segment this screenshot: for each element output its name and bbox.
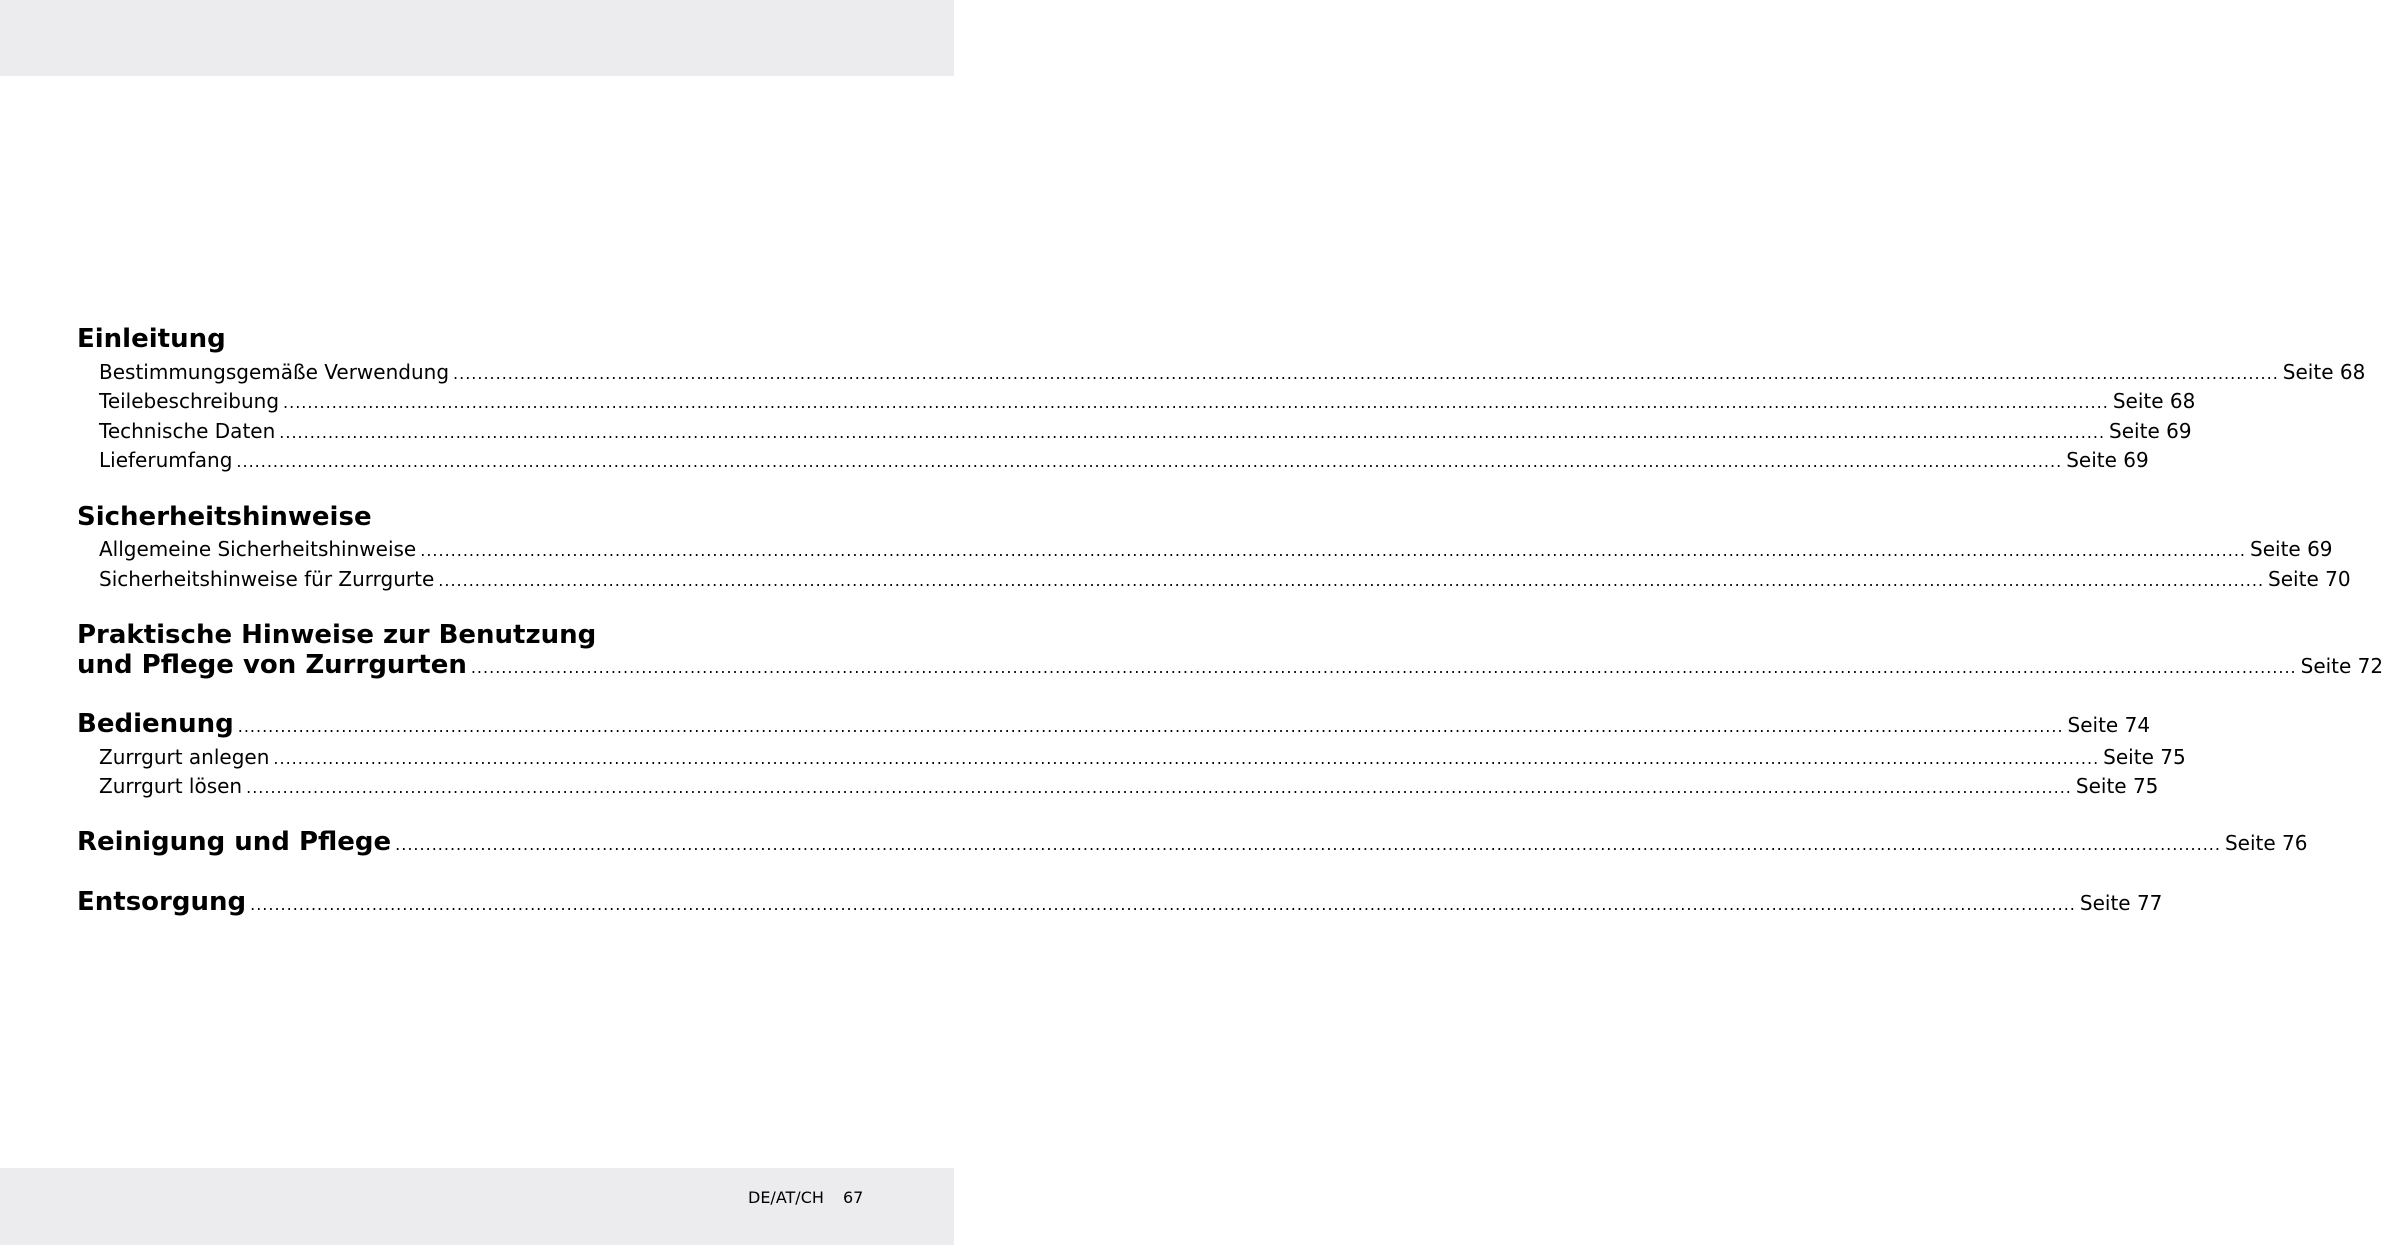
section-heading-einleitung: Einleitung <box>77 324 226 354</box>
dot-leader: ............................................................................................................................................................................................................................................................................................................ <box>279 423 2106 442</box>
toc-entry-page: Seite 75 <box>2075 774 2159 798</box>
toc-entry[interactable] <box>99 745 2186 769</box>
dot-leader: ............................................................................................................................................................................................................................................................................................................ <box>283 393 2109 412</box>
dot-leader: ............................................................................................................................................................................................................................................................................................................ <box>438 571 2265 590</box>
toc-entry[interactable] <box>99 360 2366 384</box>
toc-entry-label: Lieferumfang <box>99 448 233 472</box>
toc-entry[interactable] <box>99 774 2159 798</box>
toc-entry-label: Allgemeine Sicherheitshinweise <box>99 537 417 561</box>
section-heading-praktische-hinweise: Praktische Hinweise zur Benutzung <box>77 620 597 650</box>
toc-entry-label: Technische Daten <box>99 419 276 443</box>
toc-entry-entsorgung[interactable] <box>77 887 2163 917</box>
toc-entry[interactable] <box>99 419 2192 443</box>
toc-entry-label: Zurrgurt lösen <box>99 774 243 798</box>
toc-entry-praktische-hinweise[interactable] <box>77 650 2383 680</box>
section-heading-bedienung: Bedienung <box>77 709 234 739</box>
dot-leader: ............................................................................................................................................................................................................................................................................................................ <box>250 895 2076 914</box>
dot-leader: ............................................................................................................................................................................................................................................................................................................ <box>236 452 2063 471</box>
toc-entry-page: Seite 68 <box>2282 360 2366 384</box>
section-heading-entsorgung: Entsorgung <box>77 887 247 917</box>
toc-entry-page: Seite 68 <box>2112 389 2196 413</box>
toc-entry-page: Seite 72 <box>2300 654 2383 678</box>
toc-entry-page: Seite 70 <box>2268 567 2351 591</box>
toc-entry-bedienung[interactable] <box>77 709 2151 739</box>
toc-entry-label: Bestimmungsgemäße Verwendung <box>99 360 450 384</box>
dot-leader: ............................................................................................................................................................................................................................................................................................................ <box>470 658 2297 677</box>
toc-entry-page: Seite 77 <box>2079 891 2163 915</box>
dot-leader: ............................................................................................................................................................................................................................................................................................................ <box>246 778 2072 797</box>
toc-entry-page: Seite 69 <box>2250 537 2333 561</box>
toc-entry-label: Teilebeschreibung <box>99 389 280 413</box>
toc-entry-page: Seite 69 <box>2109 419 2192 443</box>
footer-page-number: 67 <box>843 1188 864 1207</box>
toc-entry-reinigung[interactable] <box>77 827 2308 857</box>
section-heading-reinigung: Reinigung und Pflege <box>77 827 392 857</box>
footer-language-code: DE/AT/CH <box>748 1188 824 1207</box>
toc-entry-page: Seite 76 <box>2224 831 2308 855</box>
toc-entry-page: Seite 69 <box>2066 448 2149 472</box>
toc-entry[interactable] <box>99 537 2333 561</box>
dot-leader: ............................................................................................................................................................................................................................................................................................................ <box>453 364 2279 383</box>
toc-entry[interactable] <box>99 448 2149 472</box>
dot-leader: ............................................................................................................................................................................................................................................................................................................ <box>420 541 2247 560</box>
toc-entry[interactable] <box>99 567 2351 591</box>
toc-entry-label: und Pflege von Zurrgurten <box>77 650 467 680</box>
dot-leader: ............................................................................................................................................................................................................................................................................................................ <box>237 717 2064 736</box>
toc-entry-page: Seite 75 <box>2103 745 2186 769</box>
dot-leader: ............................................................................................................................................................................................................................................................................................................ <box>273 749 2100 768</box>
header-band <box>0 0 954 76</box>
dot-leader: ............................................................................................................................................................................................................................................................................................................ <box>395 835 2221 854</box>
toc-entry-label: Sicherheitshinweise für Zurrgurte <box>99 567 435 591</box>
toc-entry[interactable] <box>99 389 2196 413</box>
toc-entry-page: Seite 74 <box>2067 713 2151 737</box>
section-heading-sicherheitshinweise: Sicherheitshinweise <box>77 502 372 532</box>
toc-entry-label: Zurrgurt anlegen <box>99 745 270 769</box>
